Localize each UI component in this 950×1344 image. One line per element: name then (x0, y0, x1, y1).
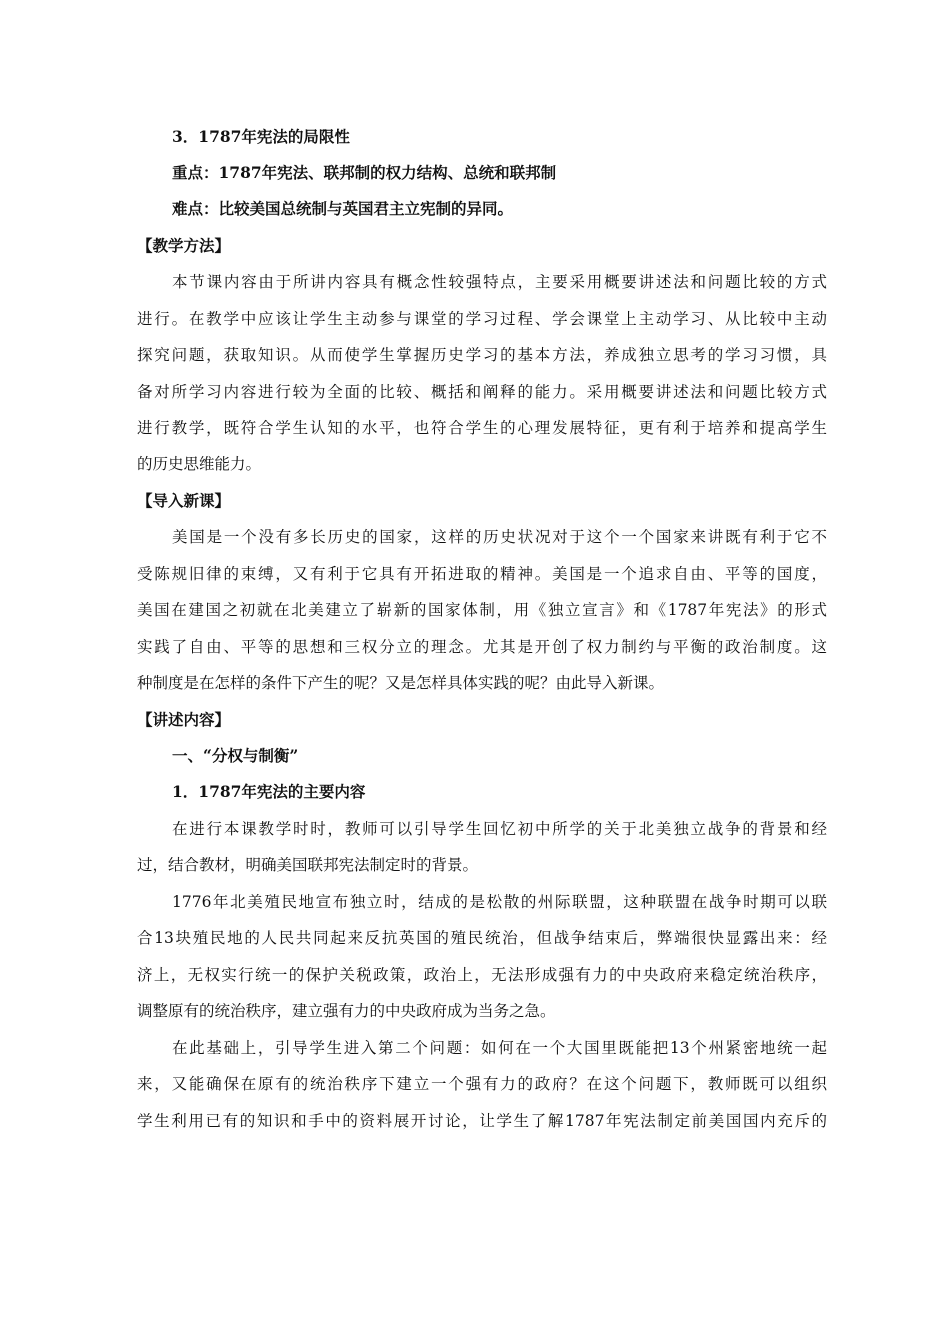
paragraph-line: 受陈规旧律的束缚，又有利于它具有开拓进取的精神。美国是一个追求自由、平等的国度， (137, 565, 827, 583)
paragraph-line: 在此基础上，引导学生进入第二个问题：如何在一个大国里既能把13个州紧密地统一起 (172, 1039, 827, 1057)
difficult-points-line: 难点：比较美国总统制与英国君主立宪制的异同。 (172, 199, 514, 218)
paragraph-line: 探究问题，获取知识。从而使学生掌握历史学习的基本方法，养成独立思考的学习习惯，具 (137, 346, 827, 364)
paragraph-line: 本节课内容由于所讲内容具有概念性较强特点，主要采用概要讲述法和问题比较的方式 (172, 273, 827, 291)
paragraph-line: 进行教学，既符合学生认知的水平，也符合学生的心理发展特征，更有利于培养和提高学生 (137, 419, 827, 437)
paragraph-line: 进行。在教学中应该让学生主动参与课堂的学习过程、学会课堂上主动学习、从比较中主动 (137, 310, 827, 328)
paragraph-line: 过，结合教材，明确美国联邦宪法制定时的背景。 (137, 856, 479, 874)
paragraph-line: 合13块殖民地的人民共同起来反抗英国的殖民统治，但战争结束后，弊端很快显露出来：经 (137, 929, 827, 947)
section-heading-content: 【讲述内容】 (137, 710, 231, 729)
subsection-heading-limitations: 3．1787年宪法的局限性 (172, 127, 350, 146)
paragraph-line: 实践了自由、平等的思想和三权分立的理念。尤其是开创了权力制约与平衡的政治制度。这 (137, 638, 827, 656)
paragraph-line: 备对所学习内容进行较为全面的比较、概括和阐释的能力。采用概要讲述法和问题比较方式 (137, 383, 827, 401)
paragraph-line: 在进行本课教学时时，教师可以引导学生回忆初中所学的关于北美独立战争的背景和经 (172, 820, 827, 838)
paragraph-line: 美国在建国之初就在北美建立了崭新的国家体制，用《独立宣言》和《1787年宪法》的形式 (137, 601, 827, 619)
section-heading-introduction: 【导入新课】 (137, 491, 231, 510)
paragraph-line: 调整原有的统治秩序，建立强有力的中央政府成为当务之急。 (137, 1002, 556, 1020)
paragraph-line: 1776年北美殖民地宣布独立时，结成的是松散的州际联盟，这种联盟在战争时期可以联 (172, 893, 827, 911)
paragraph-line: 济上，无权实行统一的保护关税政策，政治上，无法形成强有力的中央政府来稳定统治秩序， (137, 966, 827, 984)
subsection-heading-separation-of-powers: 一、“分权与制衡” (172, 746, 299, 765)
paragraph-line: 的历史思维能力。 (137, 455, 262, 473)
paragraph-line: 学生利用已有的知识和手中的资料展开讨论，让学生了解1787年宪法制定前美国国内充斥的 (137, 1112, 827, 1130)
paragraph-line: 美国是一个没有多长历史的国家，这样的历史状况对于这个一个国家来讲既有利于它不 (172, 528, 827, 546)
subsection-heading-main-content: 1．1787年宪法的主要内容 (172, 782, 366, 801)
paragraph-line: 来，又能确保在原有的统治秩序下建立一个强有力的政府？在这个问题下，教师既可以组织 (137, 1075, 827, 1093)
section-heading-teaching-method: 【教学方法】 (137, 236, 231, 255)
paragraph-line: 种制度是在怎样的条件下产生的呢？又是怎样具体实践的呢？由此导入新课。 (137, 674, 665, 692)
key-points-line: 重点：1787年宪法、联邦制的权力结构、总统和联邦制 (172, 163, 557, 182)
